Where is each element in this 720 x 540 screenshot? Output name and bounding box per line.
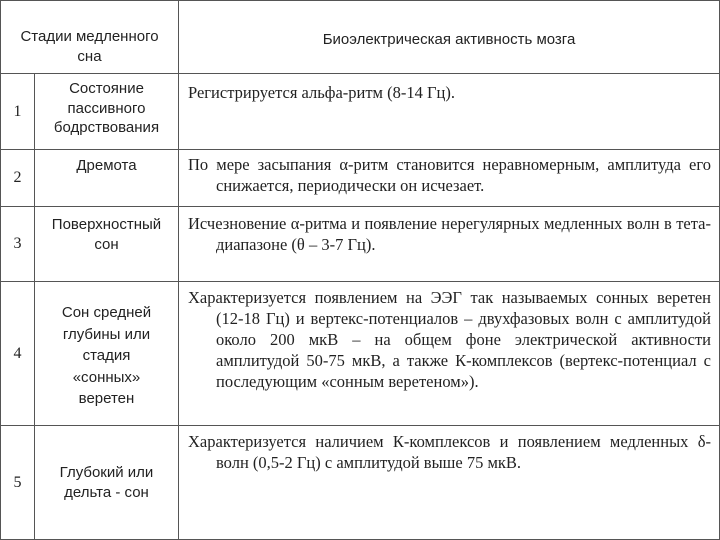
row-number: 2: [1, 150, 35, 207]
stage-name: Глубокий или дельта - сон: [35, 426, 179, 540]
row-number: 3: [1, 207, 35, 282]
activity-description: Регистрируется альфа-ритм (8-14 Гц).: [179, 74, 720, 150]
activity-description: Характеризуется появлением на ЭЭГ так называемых сонных веретен (12-18 Гц) и вертекс-потенциалов – двухфазовых волн с амплитудой около 200 мкВ – на общем фоне электрической активности амплитудой 50-75 мкВ, а также К-комплексов (вертекс-потенциал с последующим «сонным веретеном»).: [179, 282, 720, 426]
activity-description: По мере засыпания α-ритм становится неравномерным, амплитуда его снижается, периодически он исчезает.: [179, 150, 720, 207]
stage-name: Состояние пассивного бодрствования: [35, 74, 179, 150]
row-number: 4: [1, 282, 35, 426]
header-stage: Стадии медленного сна: [1, 1, 179, 74]
activity-description: Исчезновение α-ритма и появление нерегулярных медленных волн в тета-диапазоне (θ – 3-7 Гц).: [179, 207, 720, 282]
row-number: 1: [1, 74, 35, 150]
table-row: [1, 282, 720, 426]
table-row: [1, 207, 720, 282]
table-row: [1, 74, 720, 150]
table-row: [1, 150, 720, 207]
stage-name: Поверхностный сон: [35, 207, 179, 282]
table-header-row: [1, 1, 720, 74]
table-row: [1, 426, 720, 540]
activity-description: Характеризуется наличием К-комплексов и появлением медленных δ-волн (0,5-2 Гц) с амплитудой выше 75 мкВ.: [179, 426, 720, 540]
row-number: 5: [1, 426, 35, 540]
stage-name: Дремота: [35, 150, 179, 207]
header-activity: Биоэлектрическая активность мозга: [179, 1, 720, 74]
stage-name: Сон средней глубины или стадия «сонных» веретен: [35, 282, 179, 426]
